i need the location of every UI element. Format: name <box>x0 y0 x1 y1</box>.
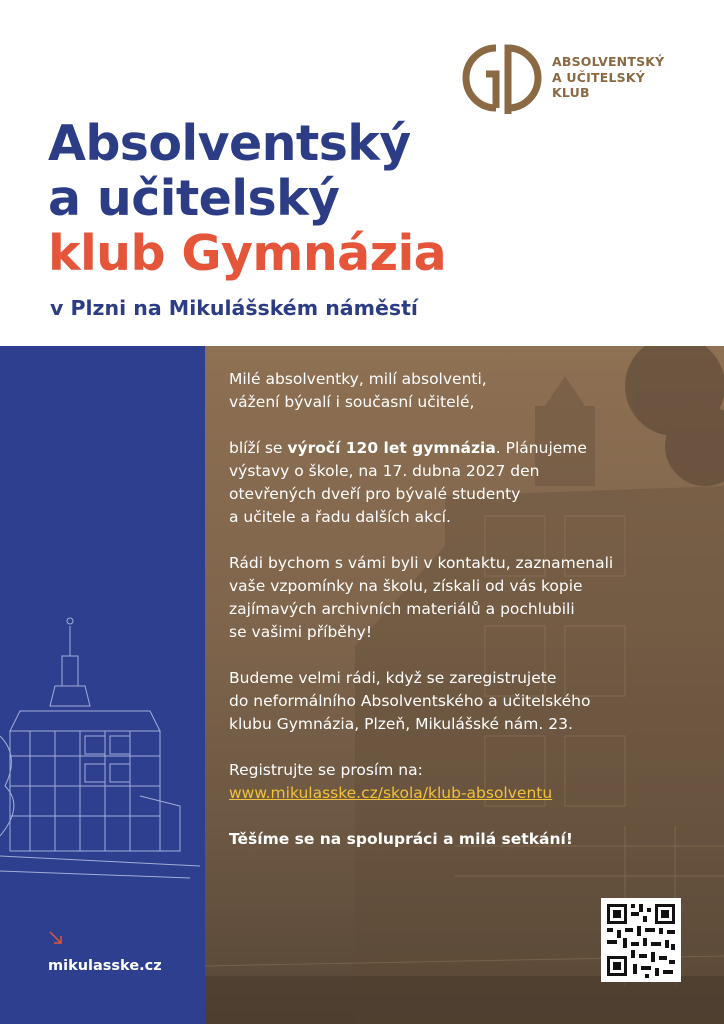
p1-rest: . Plánujeme výstavy o škole, na 17. dubna 2027 den otevřených dveří pro bývalé studenty a učitele a řadu dalších akcí. <box>229 439 587 526</box>
register-label: Registrujte se prosím na: <box>229 761 423 779</box>
register-section <box>229 759 699 805</box>
paragraph-anniversary <box>229 437 699 529</box>
paragraph-contact: Rádi bychom s vámi byli v kontaktu, zaznamenali vaše vzpomínky na školu, získali od vás kopie zajímavých archivních materiálů a pochlubili se vašimi příběhy! <box>229 554 614 641</box>
logo-text <box>552 54 664 101</box>
qr-code-graphic <box>601 898 681 982</box>
page-title <box>48 116 446 281</box>
p1-start: blíží se <box>229 439 288 457</box>
page-subtitle: v Plzni na Mikulášském náměstí <box>50 296 418 320</box>
title-line-3: klub Gymnázia <box>48 225 447 282</box>
qr-code-icon[interactable] <box>601 898 681 982</box>
gp-monogram-icon <box>462 44 542 118</box>
left-panel <box>0 346 205 1024</box>
title-line-1: Absolventský <box>48 115 411 172</box>
title-line-2: a učitelský <box>48 170 340 227</box>
register-link[interactable]: www.mikulasske.cz/skola/klub-absolventu <box>229 784 553 802</box>
arrow-down-right-icon <box>48 930 64 946</box>
body-text <box>229 368 699 874</box>
paragraph-register: Budeme velmi rádi, když se zaregistrujete do neformálního Absolventského a učitelského klubu Gymnázia, Plzeň, Mikulášské nám. 23. <box>229 669 591 733</box>
logo-line-2: A UČITELSKÝ <box>552 69 645 85</box>
building-sketch-illustration <box>0 616 205 916</box>
anniversary-highlight: výročí 120 let gymnázia <box>287 439 496 457</box>
website-link[interactable]: mikulasske.cz <box>48 958 162 974</box>
club-logo <box>462 44 692 118</box>
right-panel <box>205 346 724 1024</box>
greeting: Milé absolventky, milí absolventi, vážení bývalí i současní učitelé, <box>229 370 487 411</box>
closing-text: Těšíme se na spolupráci a milá setkání! <box>229 830 573 848</box>
logo-line-1: ABSOLVENTSKÝ <box>552 54 665 69</box>
logo-line-3: KLUB <box>552 85 590 100</box>
